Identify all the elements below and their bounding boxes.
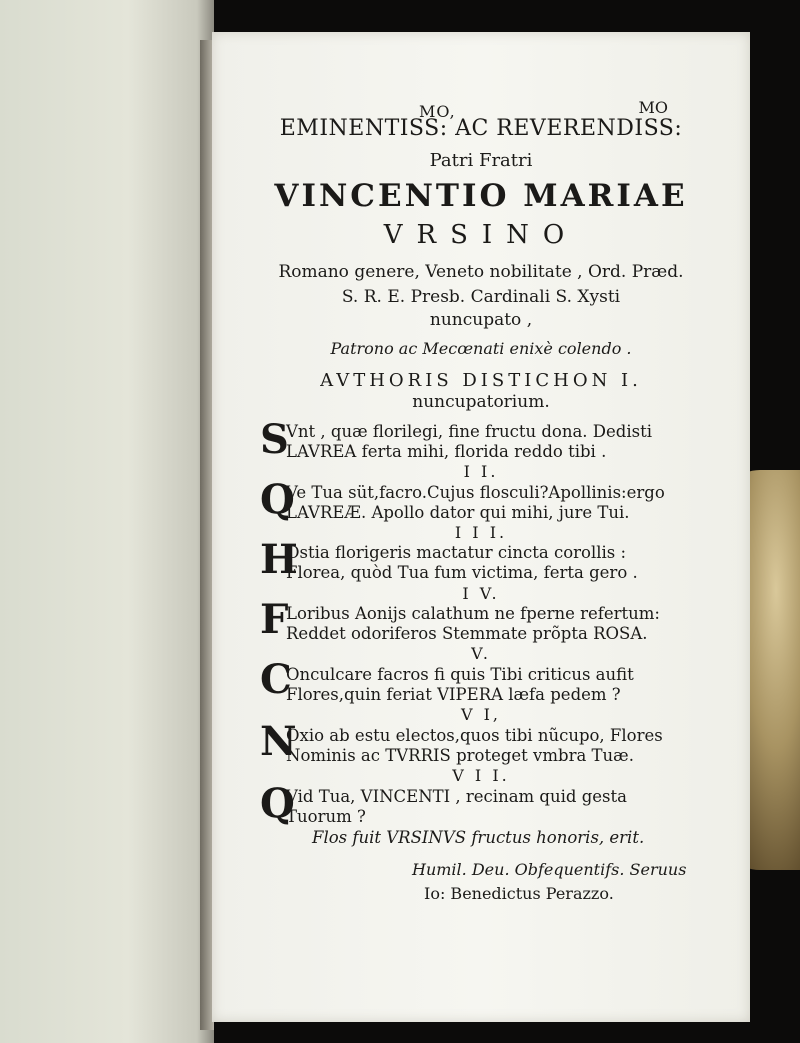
title-line-2: Patri Fratri — [429, 150, 533, 171]
stanza-number: V I I. — [452, 766, 510, 785]
catchword-right: MO — [638, 98, 668, 117]
drop-cap: H — [260, 536, 298, 583]
verse-line: Vid Tua, VINCENTI , recinam quid gesta — [286, 787, 627, 806]
verse-line: Vnt , quæ florilegi, fine fructu dona. Dedisti — [286, 422, 652, 441]
signature-closing: Humil. Deu. Obfequentifs. Seruus — [412, 860, 687, 879]
verse-line: Tuorum ? — [286, 807, 366, 826]
verse-line: Loribus Aonijs calathum ne fperne refertum: — [286, 604, 660, 623]
verse-line: Flos fuit VRSINVS fructus honoris, erit. — [312, 828, 645, 847]
drop-cap: S — [260, 416, 289, 463]
title-line-5: Romano genere, Veneto nobilitate , Ord. Præd. — [278, 262, 684, 282]
book-page — [212, 32, 750, 1022]
section-subheading: nuncupatorium. — [412, 392, 550, 412]
drop-cap: F — [260, 596, 289, 643]
verse-line: Nominis ac TVRRIS proteget vmbra Tuæ. — [286, 746, 634, 765]
drop-cap: C — [260, 656, 292, 703]
drop-cap: Q — [260, 780, 295, 827]
dedication-line: Patrono ac Mecœnati enixè colendo . — [330, 339, 632, 358]
title-line-6: S. R. E. Presb. Cardinali S. Xysti — [341, 287, 621, 307]
verse-line: Ve Tua süt,facro.Cujus flosculi?Apollinis:ergo — [286, 483, 665, 502]
title-line-4: VRSINO — [383, 220, 579, 250]
verse-line: Florea, quòd Tua fum victima, ferta gero . — [286, 563, 638, 582]
verse-line: LAVREÆ. Apollo dator qui mihi, jure Tui. — [286, 503, 630, 522]
drop-cap: Q — [260, 476, 295, 523]
stanza-number: I V. — [462, 584, 500, 603]
stanza-number: I I. — [463, 462, 499, 481]
title-line-7: nuncupato , — [429, 310, 533, 330]
stanza-number: I I I. — [454, 523, 508, 542]
title-line-3: VINCENTIO MARIAE — [274, 178, 688, 214]
verse-line: Reddet odoriferos Stemmate prõpta ROSA. — [286, 624, 648, 643]
left-facing-page — [0, 0, 214, 1043]
verse-line: Onculcare facros fi quis Tibi criticus aufit — [286, 665, 634, 684]
verse-line: LAVREA ferta mihi, florida reddo tibi . — [286, 442, 607, 461]
title-line-1: EMINENTISS: AC REVERENDISS: — [279, 116, 683, 141]
verse-line: Ostia florigeris mactatur cincta corollis : — [286, 543, 627, 562]
section-heading: AVTHORIS DISTICHON I. — [320, 370, 642, 391]
catchword-left: MO, — [419, 102, 456, 121]
verse-line: Oxio ab estu electos,quos tibi nũcupo, Flores — [286, 726, 663, 745]
signature-name: Io: Benedictus Perazzo. — [424, 884, 614, 903]
stanza-number: V. — [471, 644, 491, 663]
stanza-number: V I, — [460, 705, 502, 724]
drop-cap: N — [260, 718, 297, 765]
verse-line: Flores,quin feriat VIPERA læfa pedem ? — [286, 685, 621, 704]
